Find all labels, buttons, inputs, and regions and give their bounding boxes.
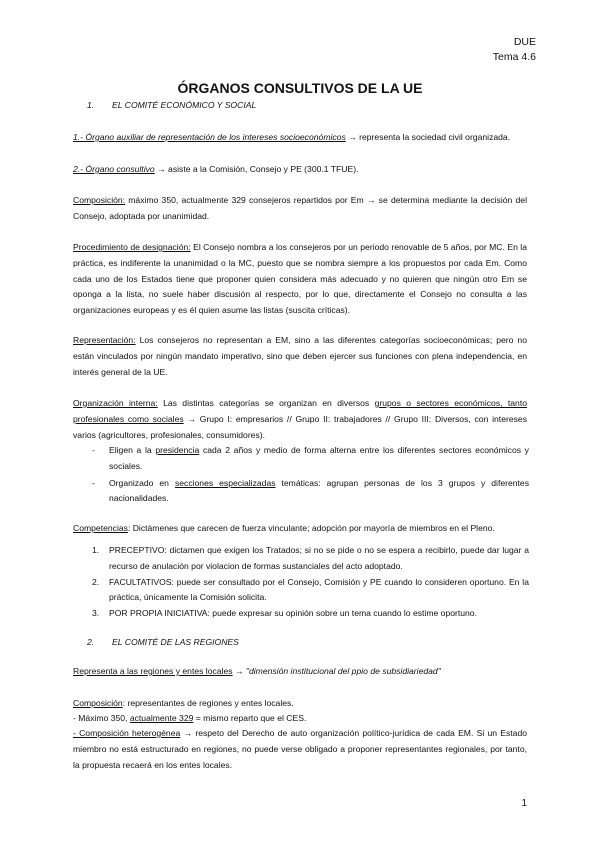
definition-2-text: → asiste a la Comisión, Consejo y PE (300.1 TFUE). [154,164,359,174]
page-number: 1 [521,798,527,809]
economic-groups-link: grupos o sectores económicos, tanto profesionales como sociales [73,398,527,424]
definition-1 [73,130,527,146]
list-item [92,543,529,575]
cdr-heterogeneous-paragraph [73,726,527,773]
cdr-heterogeneous-text: → respeto del Derecho de auto organización político-jurídica de cada EM. Si un Estado miembro no está estructurado en regiones, no puede verse obligado a proponer representantes regionales, por tanto, la propuesta recaerá en los entes locales. [73,728,528,770]
bullet-marker: - [92,445,95,455]
section-title: EL COMITÉ DE LAS REGIONES [112,637,239,647]
bullet-text: cada 2 años y medio de forma alterna entre los diferentes sectores económicos y sociales. [109,445,529,471]
competences-paragraph [73,521,527,537]
section-number: 2. [87,637,95,647]
internal-organization-paragraph [73,396,527,443]
designation-paragraph [73,240,527,319]
competences-label: Competencias [73,523,128,533]
competences-text: : Dictámenes que carecen de fuerza vinculante; adopción por mayoría de miembros en el Pleno. [127,523,495,533]
item-number: 3. [92,608,100,619]
section-number: 1. [87,100,95,110]
cdr-composition-label: Composición [73,698,123,708]
bullet-text: temáticas: agrupan personas de los 3 grupos y diferentes nacionalidades. [109,477,529,504]
item-text: PRECEPTIVO: dictamen que exigen los Tratados; si no se pide o no se espera a recibirlo, puede dar lugar a recurso de anulación por violacion de formas sustanciales del acto adoptado. [109,545,529,571]
cdr-composition-paragraph [73,696,527,712]
designation-label: Procedimiento de designación: [73,242,191,252]
composition-paragraph [73,193,527,225]
section-title: EL COMITÉ ECONÓMICO Y SOCIAL [112,100,257,110]
cdr-maximum-line [73,711,527,727]
cdr-composition-text: : representantes de regiones y entes locales. [122,698,294,708]
internal-organization-text: Las distintas categorías se organizan en diversos [157,398,375,408]
composition-text: máximo 350, actualmente 329 consejeros repartidos por Em → se determina mediante la decisión del Consejo, adoptada por unanimidad. [73,195,527,221]
representation-paragraph [73,333,527,380]
cdr-maximum-post: = mismo reparto que el CES. [193,713,307,723]
competences-list [92,543,529,622]
header-topic: Tema 4.6 [492,51,536,63]
item-text: FACULTATIVOS: puede ser consultado por el Consejo, Comisión y PE cuando lo consideren oportuno. En la práctica, únicamente la Comisión solicita. [109,576,529,603]
bullet-text: Organizado en [109,477,175,488]
cdr-maximum-pre: - Máximo 350, [73,713,130,723]
cdr-representation-label: Representa a las regiones y entes locales [73,666,233,676]
list-item [92,476,529,508]
list-item [92,443,529,475]
definition-2 [73,162,527,178]
page-header [493,35,536,65]
definition-1-text: → representa la sociedad civil organizada. [345,132,511,142]
composition-label: Composición: [73,195,126,205]
item-text: POR PROPIA INICIATIVA: puede expresar su opinión sobre un tema cuando lo estime oportuno. [109,608,477,619]
bullet-marker: - [92,477,95,488]
item-number: 2. [92,576,100,587]
internal-organization-groups: → Grupo I: empresarios // Grupo II: trabajadores // Grupo III: Diversos, con intereses varios (agricultores, profesionales, consumidores). [73,413,527,440]
definition-2-label: 2.- Órgano consultivo [73,164,155,174]
list-item [92,606,529,622]
organization-bullet-list [92,443,529,507]
cdr-maximum-current: actualmente 329 [129,713,194,723]
representation-label: Representación: [73,335,136,345]
bullet-text: Eligen a la [109,445,156,455]
item-number: 1. [92,545,100,555]
list-item [92,575,529,607]
cdr-representation-paragraph [73,664,527,680]
representation-text: Los consejeros no representan a EM, sino a las diferentes categorías socioeconómicas; pero no están vinculados por ningún mandato imperativo, sino que deben ejercer sus funciones con plena independencia, en interés general de la UE. [73,335,527,377]
page-title: ÓRGANOS CONSULTIVOS DE LA UE [177,80,423,96]
definition-1-label: 1.- Órgano auxiliar de representación de los intereses socioeconómicos [73,132,346,142]
internal-organization-label: Organización interna: [73,398,158,408]
bullet-underlined: secciones especializadas [174,477,276,488]
section-heading-cdr [87,637,239,647]
bullet-underlined: presidencia [155,445,200,455]
header-subject: DUE [513,36,536,48]
designation-text: El Consejo nombra a los consejeros por un periodo renovable de 5 años, por MC. En la práctica, es indiferente la unanimidad o la MC, puesto que se nombra siempre a los propuestos por cada Em. Como cada uno de los Estados tiene que proponer quien considera más adecuado y no quieren que ningún otro Em se oponga a la lista, no suele haber discusión al respecto, por lo que, directamente el Consejo no consulta a las organizaciones europeas y es él quien asume las listas (suscita críticas). [73,242,527,316]
cdr-representation-text: → "dimensión institucional del ppio de subsidiariedad" [232,666,441,676]
section-heading-ces [87,100,256,110]
cdr-heterogeneous-label: - Composición heterogénea [73,728,181,738]
